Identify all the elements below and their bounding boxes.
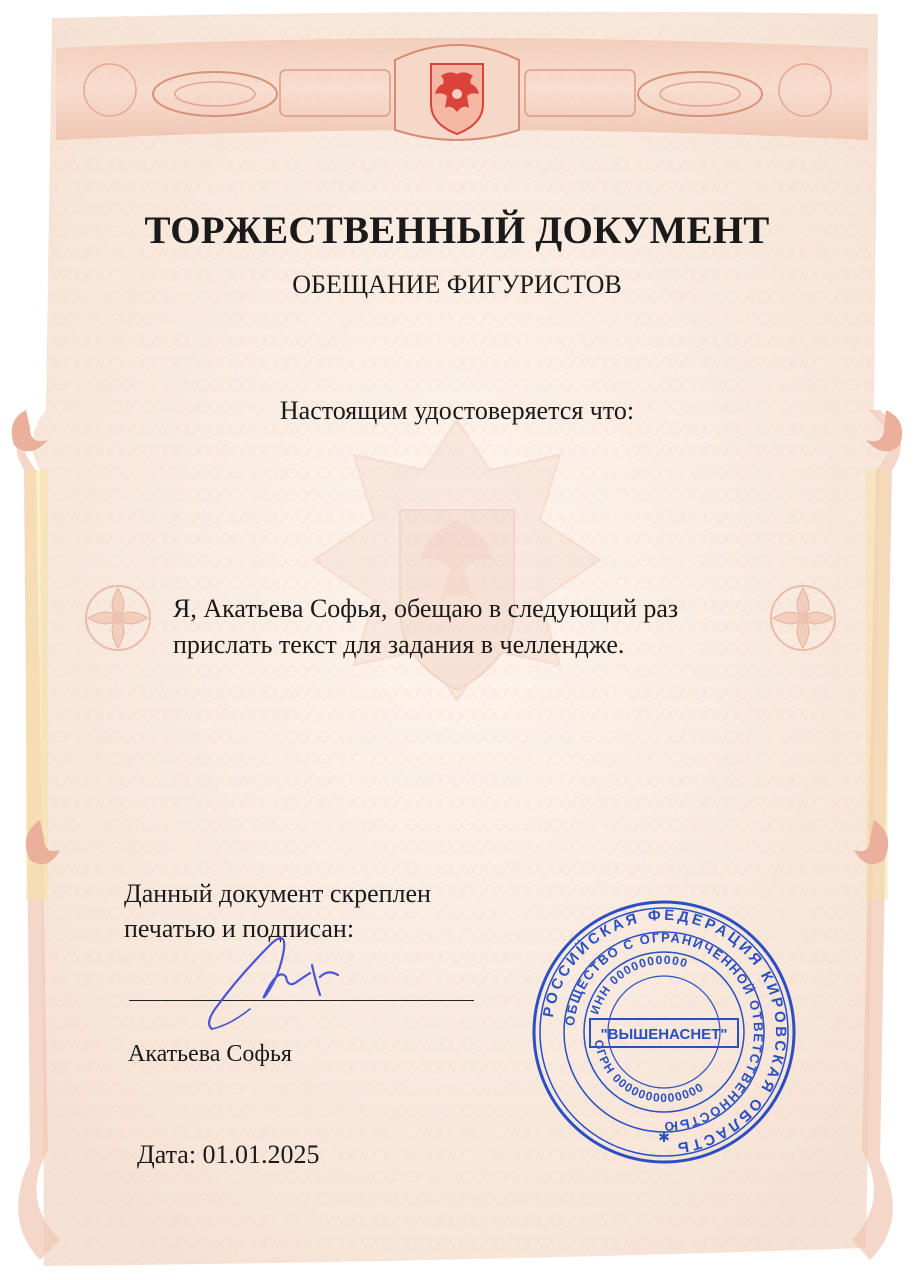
sealed-statement-line: Данный документ скреплен: [124, 879, 431, 908]
stamp-inner-text: ОБЩЕСТВО С ОГРАНИЧЕННОЙ ОТВЕТСТВЕННОСТЬЮ: [562, 929, 767, 1135]
stamp-ogrn: ОГРН 0000000000000: [591, 1038, 707, 1106]
double-headed-eagle-icon: [425, 56, 489, 136]
handwritten-signature: [200, 925, 350, 1035]
stamp-outer-text: РОССИЙСКАЯ ФЕДЕРАЦИЯ КИРОВСКАЯ ОБЛАСТЬ: [539, 906, 790, 1157]
date-row: [137, 1140, 320, 1170]
promise-line: Я, Акатьева Софья, обещаю в следующий раз: [173, 594, 679, 623]
stamp-inn: ИНН 0000000000: [587, 952, 690, 1017]
signer-name: Акатьева Софья: [128, 1041, 292, 1067]
date-label: Дата:: [137, 1140, 197, 1169]
intro-text: Настоящим удостоверяется что:: [279, 396, 635, 425]
document-subtitle: ОБЕЩАНИЕ ФИГУРИСТОВ: [292, 270, 622, 299]
company-stamp: [530, 898, 798, 1166]
document-title: ТОРЖЕСТВЕННЫЙ ДОКУМЕНТ: [144, 209, 770, 252]
promise-line: прислать текст для задания в челлендже.: [173, 630, 625, 659]
svg-text:ОГРН 0000000000000: [591, 1039, 706, 1105]
date-value: 01.01.2025: [202, 1140, 320, 1169]
sealed-statement-line: печатью и подписан:: [124, 914, 355, 943]
stamp-company-name: "ВЫШЕНАСНЕТ": [600, 1026, 728, 1043]
stamp-star-icon: ✱: [658, 1129, 670, 1145]
